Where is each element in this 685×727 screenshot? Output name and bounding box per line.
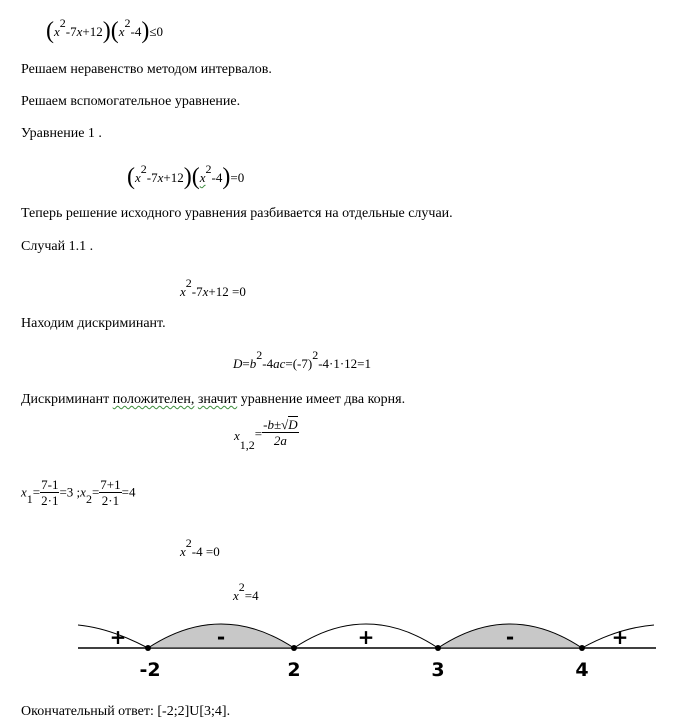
sign-interval-4: - <box>505 625 515 649</box>
method-text: Решаем неравенство методом интервалов. <box>21 62 272 77</box>
sign-interval-1: + <box>109 625 127 649</box>
split-cases-text: Теперь решение исходного уравнения разбивается на отдельные случаи. <box>21 206 453 221</box>
sign-interval-5: + <box>611 625 629 649</box>
equation-1-label: Уравнение 1 . <box>21 126 102 141</box>
discriminant-formula: D=b2-4ac=(-7)2-4·1·12=1 <box>233 348 372 371</box>
roots-formula: x1,2= $\frac{-b\pm√D}{2a}$ <box>234 417 298 453</box>
inequality: (x2-7x+12)(x2-4)≤0 <box>46 16 164 44</box>
point-3 <box>435 645 441 651</box>
equation-x2-minus-4: x2-4 =0 <box>180 536 220 559</box>
discriminant-positive-text: Дискриминант положителен, значит уравнение имеет два корня. <box>21 392 406 407</box>
equation-x2-equals-4: x2=4 <box>233 580 259 603</box>
tick-label-3: 3 <box>431 659 445 681</box>
final-answer: Окончательный ответ: [-2;2]U[3;4]. <box>21 704 231 719</box>
point-4 <box>579 645 585 651</box>
case-1-1-label: Случай 1.1 . <box>21 239 94 254</box>
roots-values: x1= $\frac{7-1}{2\cdot 1}$ =3 ;x2= $\frac{7+1}{2\cdot 1}$ =4 <box>21 477 136 508</box>
sign-interval-2: - <box>216 625 226 649</box>
sqrt-symbol: √ <box>281 417 289 432</box>
quadratic-equation: x2-7x+12 =0 <box>180 276 246 299</box>
discriminant-find-text: Находим дискриминант. <box>21 316 166 331</box>
tick-label-2: 2 <box>287 659 301 681</box>
equation-1: (x2-7x+12)(x2-4)=0 <box>127 162 245 190</box>
point-2 <box>291 645 297 651</box>
tick-label-minus2: -2 <box>139 659 161 681</box>
sign-interval-3: + <box>357 625 375 649</box>
aux-equation-text: Решаем вспомогательное уравнение. <box>21 94 241 109</box>
tick-label-4: 4 <box>575 659 589 681</box>
point-minus2 <box>145 645 151 651</box>
number-line <box>0 610 685 685</box>
